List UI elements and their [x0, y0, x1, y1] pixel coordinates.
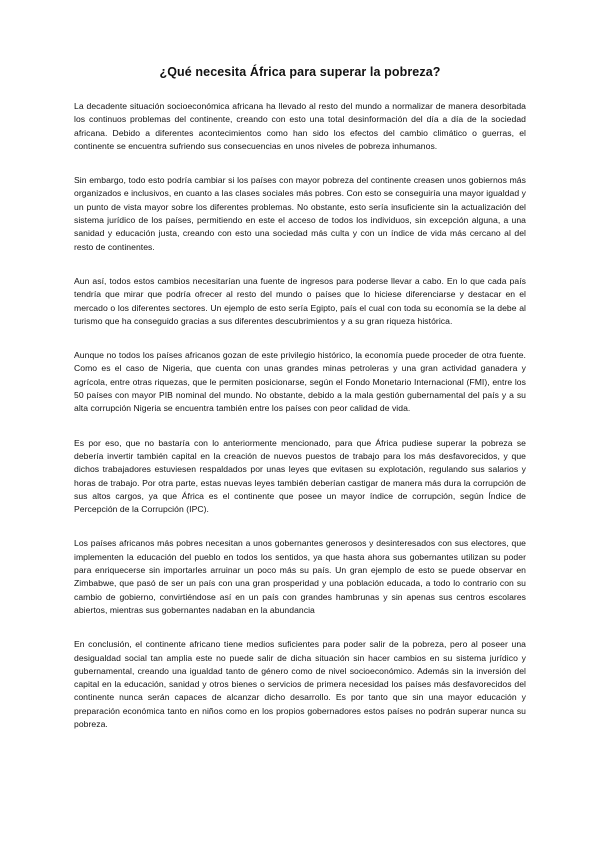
paragraph-governments: Sin embargo, todo esto podría cambiar si los países con mayor pobreza del continente creasen unos gobiernos más organizados e inclusivos, en cuanto a las clases sociales más pobres. Con esto se conseguiría una mayor igualdad y un punto de vista mayor sobre los diferentes problemas. No obstante, esto sería insuficiente sin la actualización del sistema jurídico de los países, permitiendo en este el acceso de todos los individuos, sin excepción alguna, a una sanidad y educación justa, creando con esto una sociedad más culta y con un índice de vida más cercano al del resto de continentes.	[74, 175, 526, 252]
paragraph-intro: La decadente situación socioeconómica africana ha llevado al resto del mundo a normalizar de manera desorbitada los continuos problemas del continente, creando con esto una total desinformación del día a día de la sociedad africana. Debido a diferentes acontecimientos como han sido los efectos del cambio climático o guerras, el continente se encuentra sufriendo sus consecuencias en unos niveles de pobreza inhumanos.	[74, 101, 526, 151]
paragraph-conclusion: En conclusión, el continente africano tiene medios suficientes para poder salir de la pobreza, pero al poseer una desigualdad social tan amplia este no puede salir de dicha situación sin hacer cambios en su sistema jurídico y gubernamental, creando una igualdad tanto de género como de nivel socioeconómico. Además sin la inversión del capital en la educación, sanidad y otros bienes o servicios de primera necesidad los países más desfavorecidos del continente nunca serán capaces de alcanzar dicho desarrollo. Es por tanto que sin una mayor educación y preparación económica tanto en niños como en los propios gobernadores estos países no podrán superar nunca su pobreza.	[74, 639, 526, 729]
paragraph-leaders: Los países africanos más pobres necesitan a unos gobernantes generosos y desinteresados con sus electores, que implementen la educación del pueblo en todos los sentidos, ya que hasta ahora sus gobernantes utilizan su poder para enriquecerse sin importarles arruinar un poco más su país. Un gran ejemplo de esto se puede observar en Zimbabwe, que pasó de ser un país con una gran prosperidad y una población educada, a todo lo contrario con su cambio de gobierno, convirtiéndose así en un país con grandes hambrunas y sin apenas sus centros escolares abiertos, mientras sus gobernantes nadaban en la abundancia	[74, 538, 526, 615]
paragraph-income: Aun así, todos estos cambios necesitarían una fuente de ingresos para poderse llevar a cabo. En lo que cada país tendría que mirar que podría ofrecer al resto del mundo o países que lo hiciese diferenciarse y destacar en el mercado o los diferentes sectores. Un ejemplo de esto sería Egipto, país el cual con toda su economía se la debe al turismo que ha conseguido gracias a sus diferentes descubrimientos y a su gran riqueza histórica.	[74, 275, 526, 326]
paragraph-nigeria: Aunque no todos los países africanos gozan de este privilegio histórico, la economía puede proceder de otra fuente. Como es el caso de Nigeria, que cuenta con unas grandes minas petroleras y una gran actividad ganadera y agrícola, entre otras riquezas, que le permiten posicionarse, según el Fondo Monetario Internacional (FMI), entre los 50 países con mayor PIB nominal del mundo. No obstante, debido a la mala gestión gubernamental del país y a su alta corrupción Nigeria se encuentra también entre los países con peor calidad de vida.	[74, 350, 526, 414]
document-title: ¿Qué necesita África para superar la pobreza?	[159, 65, 441, 79]
paragraph-labor-laws: Es por eso, que no bastaría con lo anteriormente mencionado, para que África pudiese superar la pobreza se debería invertir también capital en la creación de nuevos puestos de trabajo para los más desfavorecidos, y que dichos trabajadores estuviesen respaldados por unas leyes que evitasen su explotación, regulando sus salarios y horas de trabajo. Por otra parte, estas nuevas leyes también deberían castigar de manera más dura la corrupción de sus altos cargos, ya que África es el continente que posee un mayor índice de corrupción, según Índice de Percepción de la Corrupción (IPC).	[74, 437, 526, 515]
